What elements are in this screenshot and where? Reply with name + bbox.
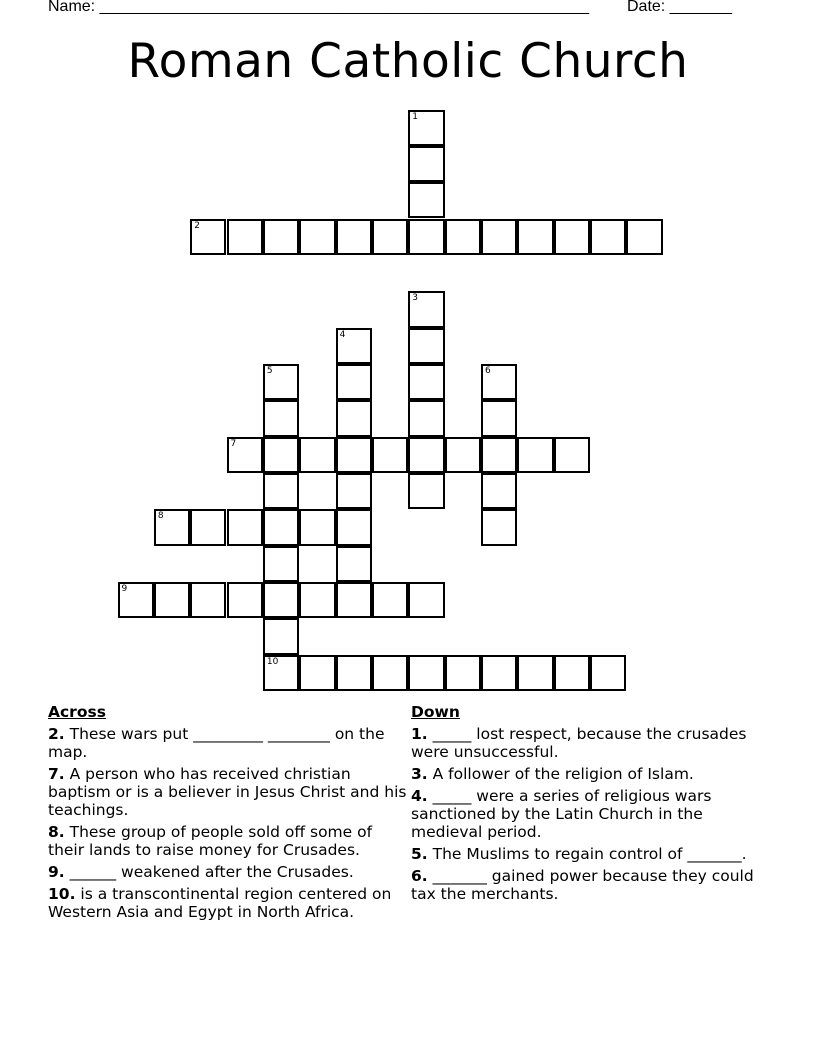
grid-cell[interactable]	[517, 219, 553, 255]
clue-text: The Muslims to regain control of _______.	[432, 845, 747, 863]
across-clue	[48, 885, 410, 921]
grid-cell[interactable]	[336, 509, 372, 545]
clue-number: 4.	[411, 787, 428, 805]
clue-number: 9.	[48, 863, 65, 881]
grid-cell[interactable]	[336, 400, 372, 436]
down-heading: Down	[411, 703, 460, 721]
clue-number: 8.	[48, 823, 65, 841]
clue-number-label: 7	[230, 438, 237, 449]
grid-cell[interactable]	[190, 509, 226, 545]
grid-cell[interactable]	[336, 582, 372, 618]
grid-cell[interactable]	[626, 219, 662, 255]
clue-text: _______ gained power because they could tax the merchants.	[411, 867, 754, 903]
grid-cell[interactable]	[517, 655, 553, 691]
grid-cell[interactable]	[263, 219, 299, 255]
grid-cell[interactable]	[336, 364, 372, 400]
clue-number-label: 10	[266, 656, 279, 667]
grid-cell[interactable]	[408, 400, 444, 436]
clue-number: 3.	[411, 765, 428, 783]
grid-cell[interactable]	[408, 582, 444, 618]
clue-number: 10.	[48, 885, 76, 903]
grid-cell[interactable]	[408, 655, 444, 691]
grid-cell[interactable]	[481, 219, 517, 255]
grid-cell[interactable]	[481, 509, 517, 545]
down-clue	[411, 765, 771, 783]
grid-cell[interactable]	[336, 546, 372, 582]
grid-cell[interactable]	[408, 473, 444, 509]
grid-cell[interactable]	[554, 219, 590, 255]
clue-number-label: 8	[157, 511, 164, 522]
grid-cell[interactable]	[154, 582, 190, 618]
clue-text: _____ were a series of religious wars sanctioned by the Latin Church in the medieval period.	[411, 787, 712, 841]
clue-text: A person who has received christian baptism or is a believer in Jesus Christ and his teachings.	[48, 765, 407, 819]
across-clues	[48, 703, 410, 925]
grid-cell[interactable]	[554, 437, 590, 473]
grid-cell[interactable]	[154, 509, 190, 545]
grid-cell[interactable]	[190, 582, 226, 618]
grid-cell[interactable]	[408, 328, 444, 364]
grid-cell[interactable]	[263, 546, 299, 582]
grid-cell[interactable]	[336, 328, 372, 364]
grid-cell[interactable]	[372, 437, 408, 473]
grid-cell[interactable]	[299, 655, 335, 691]
across-clue	[48, 863, 410, 881]
down-clue	[411, 725, 771, 761]
grid-cell[interactable]	[118, 582, 154, 618]
clue-number-label: 2	[194, 220, 200, 231]
clue-number: 7.	[48, 765, 65, 783]
grid-cell[interactable]	[554, 655, 590, 691]
grid-cell[interactable]	[263, 509, 299, 545]
grid-cell[interactable]	[227, 582, 263, 618]
grid-cell[interactable]	[517, 437, 553, 473]
grid-cell[interactable]	[299, 509, 335, 545]
clue-text: _____ lost respect, because the crusades were unsuccessful.	[411, 725, 747, 761]
grid-cell[interactable]	[408, 219, 444, 255]
clue-number: 1.	[411, 725, 428, 743]
clue-number-label: 5	[266, 365, 273, 376]
grid-cell[interactable]	[372, 582, 408, 618]
grid-cell[interactable]	[190, 219, 226, 255]
grid-cell[interactable]	[408, 291, 444, 327]
grid-cell[interactable]	[263, 437, 299, 473]
grid-cell[interactable]	[336, 437, 372, 473]
across-clue	[48, 823, 410, 859]
clue-number-label: 1	[412, 111, 419, 122]
date-field[interactable]: Date: _______	[627, 0, 732, 15]
clue-number: 5.	[411, 845, 428, 863]
page-title: Roman Catholic Church	[127, 34, 689, 89]
down-clue	[411, 867, 771, 903]
grid-cell[interactable]	[590, 655, 626, 691]
down-clue	[411, 845, 771, 863]
grid-cell[interactable]	[408, 146, 444, 182]
clue-text: These wars put _________ ________ on the map.	[48, 725, 385, 761]
grid-cell[interactable]	[227, 219, 263, 255]
grid-cell[interactable]	[336, 473, 372, 509]
grid-cell[interactable]	[299, 582, 335, 618]
across-heading: Across	[48, 703, 106, 721]
grid-cell[interactable]	[336, 219, 372, 255]
grid-cell[interactable]	[263, 582, 299, 618]
clue-number-label: 6	[485, 365, 491, 376]
grid-cell[interactable]	[263, 364, 299, 400]
grid-cell[interactable]	[481, 364, 517, 400]
clue-text: ______ weakened after the Crusades.	[69, 863, 354, 881]
down-clue	[411, 787, 771, 841]
grid-cell[interactable]	[408, 182, 444, 218]
grid-cell[interactable]	[408, 437, 444, 473]
grid-cell[interactable]	[445, 655, 481, 691]
clue-number-label: 3	[412, 293, 419, 304]
grid-cell[interactable]	[263, 473, 299, 509]
grid-cell[interactable]	[336, 655, 372, 691]
clue-text: A follower of the religion of Islam.	[432, 765, 694, 783]
clue-number: 2.	[48, 725, 65, 743]
grid-cell[interactable]	[445, 437, 481, 473]
grid-cell[interactable]	[263, 618, 299, 654]
grid-cell[interactable]	[263, 400, 299, 436]
clue-text: These group of people sold off some of their lands to raise money for Crusades.	[48, 823, 373, 859]
grid-cell[interactable]	[372, 219, 408, 255]
grid-cell[interactable]	[299, 437, 335, 473]
clue-text: is a transcontinental region centered on Western Asia and Egypt in North Africa.	[48, 885, 392, 921]
grid-cell[interactable]	[227, 437, 263, 473]
name-field[interactable]: Name: _______________________________________________________	[48, 0, 589, 15]
across-clue	[48, 725, 410, 761]
clue-number-label: 4	[339, 329, 346, 340]
clue-number: 6.	[411, 867, 428, 885]
grid-cell[interactable]	[263, 655, 299, 691]
grid-cell[interactable]	[408, 364, 444, 400]
grid-cell[interactable]	[590, 219, 626, 255]
grid-cell[interactable]	[299, 219, 335, 255]
grid-cell[interactable]	[481, 400, 517, 436]
grid-cell[interactable]	[481, 655, 517, 691]
clue-number-label: 9	[121, 584, 128, 595]
grid-cell[interactable]	[481, 437, 517, 473]
across-clue	[48, 765, 410, 819]
down-clues	[411, 703, 771, 907]
grid-cell[interactable]	[445, 219, 481, 255]
grid-cell[interactable]	[227, 509, 263, 545]
grid-cell[interactable]	[481, 473, 517, 509]
grid-cell[interactable]	[372, 655, 408, 691]
grid-cell[interactable]	[408, 110, 444, 146]
